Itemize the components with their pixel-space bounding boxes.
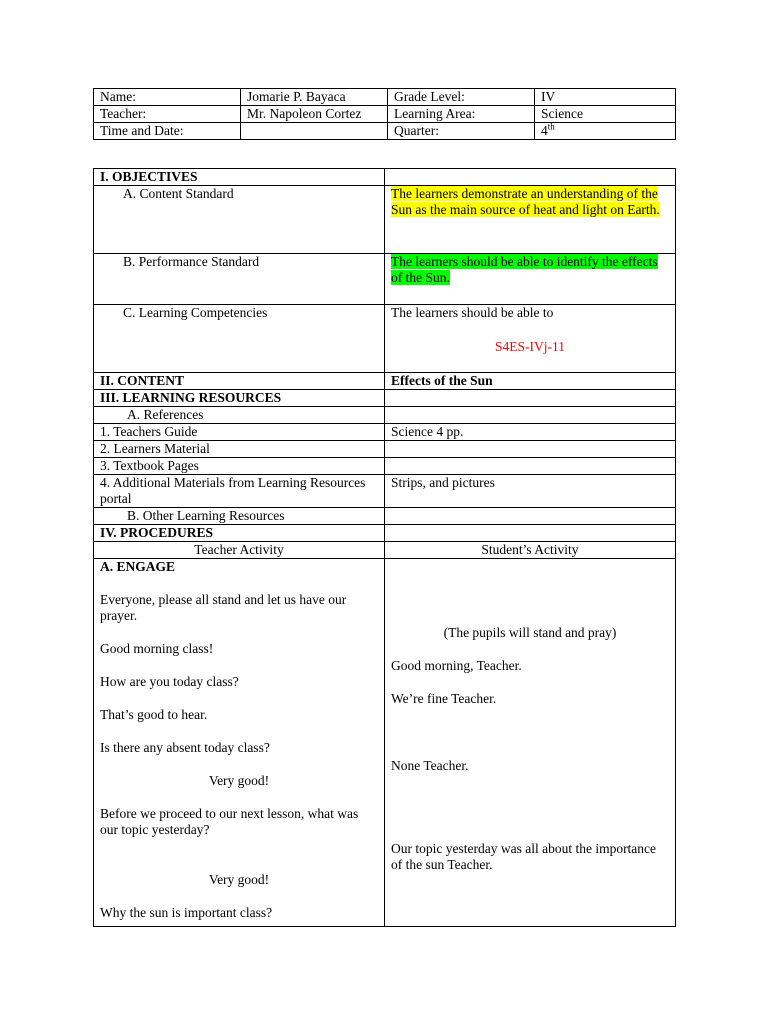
student-line-4: None Teacher. [391, 758, 469, 773]
other-resources-row [94, 508, 676, 525]
grade-label: Grade Level: [388, 89, 535, 106]
student-line-3: We’re fine Teacher. [391, 691, 497, 706]
teacher-line-5: Is there any absent today class? [100, 740, 270, 755]
info-table [93, 88, 676, 140]
learners-material-row [94, 441, 676, 458]
teacher-line-7: Before we proceed to our next lesson, what was our topic yesterday? [100, 806, 359, 837]
teacher-line-3: How are you today class? [100, 674, 239, 689]
quarter-label: Quarter: [388, 123, 535, 140]
resources-heading: III. LEARNING RESOURCES [94, 390, 385, 407]
objectives-heading: I. OBJECTIVES [94, 169, 385, 186]
teacher-line-4: That’s good to hear. [100, 707, 208, 722]
info-row-teacher [94, 106, 676, 123]
activity-header-row [94, 542, 676, 559]
engage-heading: A. ENGAGE [100, 559, 176, 574]
student-line-2: Good morning, Teacher. [391, 658, 522, 673]
content-row [94, 373, 676, 390]
content-value: Effects of the Sun [385, 373, 676, 390]
time-label: Time and Date: [94, 123, 241, 140]
competency-text: The learners should be able to [391, 305, 554, 320]
quarter-cell [535, 123, 676, 140]
name-value: Jomarie P. Bayaca [241, 89, 388, 106]
textbook-label: 3. Textbook Pages [94, 458, 385, 475]
competency-label: C. Learning Competencies [94, 305, 385, 373]
student-line-5: Our topic yesterday was all about the importance of the sun Teacher. [391, 841, 657, 872]
student-line-1: (The pupils will stand and pray) [443, 625, 617, 640]
teacher-label: Teacher: [94, 106, 241, 123]
procedures-row [94, 525, 676, 542]
engage-row [94, 559, 676, 927]
name-label: Name: [94, 89, 241, 106]
teacher-line-1: Everyone, please all stand and let us have our prayer. [100, 592, 347, 623]
performance-standard-text: The learners should be able to identify the effects of the Sun. [391, 254, 658, 285]
performance-standard-row [94, 254, 676, 305]
content-heading: II. CONTENT [94, 373, 385, 390]
info-row-time [94, 123, 676, 140]
content-standard-label: A. Content Standard [94, 186, 385, 254]
procedures-heading: IV. PROCEDURES [94, 525, 385, 542]
competency-row [94, 305, 676, 373]
other-resources-label: B. Other Learning Resources [94, 508, 385, 525]
area-label: Learning Area: [388, 106, 535, 123]
student-activity-cell [385, 559, 676, 927]
time-value [241, 123, 388, 140]
content-standard-row [94, 186, 676, 254]
content-standard-text: The learners demonstrate an understanding of the Sun as the main source of heat and light on Earth. [391, 186, 660, 217]
teacher-activity-cell [94, 559, 385, 927]
additional-materials-row [94, 475, 676, 508]
textbook-row [94, 458, 676, 475]
resources-row [94, 390, 676, 407]
teachers-guide-label: 1. Teachers Guide [94, 424, 385, 441]
teachers-guide-value: Science 4 pp. [385, 424, 676, 441]
additional-materials-label: 4. Additional Materials from Learning Resources portal [94, 475, 385, 508]
references-row [94, 407, 676, 424]
teacher-value: Mr. Napoleon Cortez [241, 106, 388, 123]
area-value: Science [535, 106, 676, 123]
references-label: A. References [94, 407, 385, 424]
quarter-value: 4 [541, 123, 548, 138]
teacher-line-9: Why the sun is important class? [100, 905, 273, 920]
performance-standard-label: B. Performance Standard [94, 254, 385, 305]
quarter-suffix: th [547, 121, 555, 132]
teacher-activity-header: Teacher Activity [94, 542, 385, 559]
teacher-line-2: Good morning class! [100, 641, 214, 656]
objectives-row [94, 169, 676, 186]
learners-material-label: 2. Learners Material [94, 441, 385, 458]
student-activity-header: Student’s Activity [385, 542, 676, 559]
teacher-line-6: Very good! [208, 773, 270, 788]
teacher-line-8: Very good! [208, 872, 270, 887]
grade-value: IV [535, 89, 676, 106]
additional-materials-value: Strips, and pictures [385, 475, 676, 508]
lesson-plan-table [93, 168, 676, 927]
teachers-guide-row [94, 424, 676, 441]
info-row-name [94, 89, 676, 106]
competency-code: S4ES-IVj-11 [495, 339, 565, 354]
